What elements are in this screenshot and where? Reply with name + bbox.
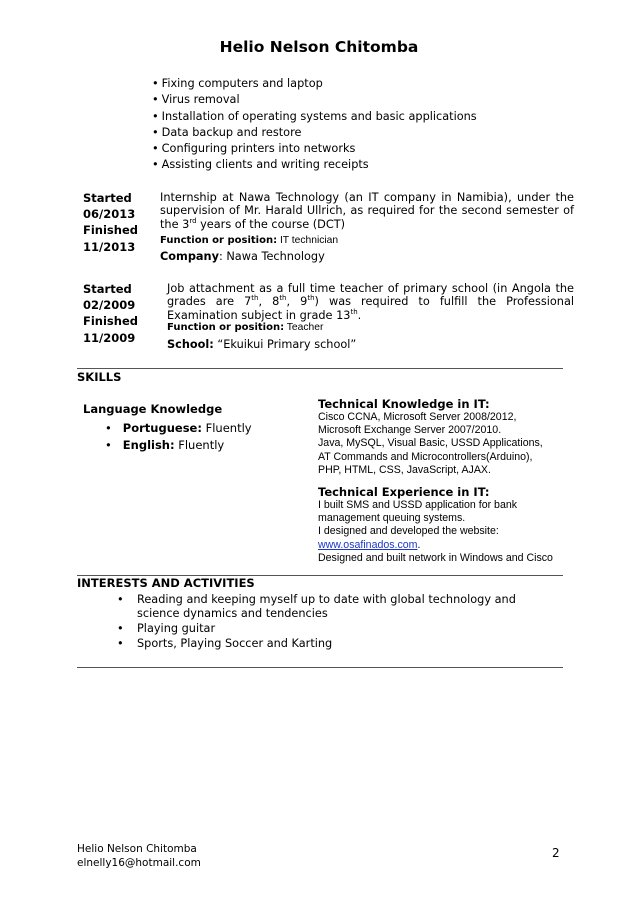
started-label: Started	[83, 282, 132, 296]
started-label: Started	[83, 191, 132, 205]
started-date: 02/2009	[83, 298, 136, 313]
entry-dates	[83, 281, 138, 346]
finished-label: Finished	[83, 223, 138, 238]
entry-company: Company: Nawa Technology	[160, 249, 325, 263]
duties-list	[152, 76, 477, 174]
technical-list: Cisco CCNA, Microsoft Server 2008/2012, Microsoft Exchange Server 2007/2010. Java, MySQL, Visual Basic, USSD Applications, AT Commands and Microcontrollers(Arduino), PHP, HTML, CSS, JavaScript, AJAX.	[318, 411, 543, 476]
list-item: • Portuguese: Fluently	[105, 420, 252, 437]
footer-email: elnelly16@hotmail.com	[77, 856, 201, 869]
divider	[77, 368, 563, 369]
list-item: • Configuring printers into networks	[152, 141, 477, 157]
entry-description: Internship at Nawa Technology (an IT company in Namibia), under the supervision of Mr. Harald Ullrich, as required for the second semester of the 3rd years of the course (DCT)	[160, 191, 574, 231]
website-link[interactable]: www.osafinados.com	[318, 538, 418, 551]
page-number: 2	[552, 846, 560, 860]
skills-heading: SKILLS	[77, 370, 122, 384]
finished-date: 11/2009	[83, 330, 136, 345]
entry-function: Function or position: IT technician	[160, 234, 339, 246]
entry-function: Function or position: Teacher	[167, 321, 324, 333]
interests-heading: INTERESTS AND ACTIVITIES	[77, 576, 255, 590]
language-knowledge	[83, 402, 252, 453]
interests-list	[117, 593, 557, 652]
language-heading: Language Knowledge	[83, 402, 223, 416]
list-item: • Assisting clients and writing receipts	[152, 157, 477, 173]
experience-text: I built SMS and USSD application for bank management queuing systems. I designed and developed the website: www.osafinados.com. Designed and built network in Windows and Cisco	[318, 499, 553, 564]
footer-name: Helio Nelson Chitomba	[77, 843, 197, 855]
finished-label: Finished	[83, 314, 138, 329]
divider	[77, 667, 563, 668]
list-item: • Sports, Playing Soccer and Karting	[117, 637, 557, 651]
technical-knowledge	[318, 398, 568, 477]
list-item: • Playing guitar	[117, 622, 557, 636]
entry-description: Job attachment as a full time teacher of primary school (in Angola the grades are 7th, 8th, 9th) was required to fulfill the Professional Examination subject in grade 13th.	[167, 282, 574, 322]
list-item: • Data backup and restore	[152, 125, 477, 141]
page-title: Helio Nelson Chitomba	[219, 38, 419, 56]
entry-details	[167, 282, 574, 351]
finished-date: 11/2013	[83, 239, 136, 254]
list-item: • Reading and keeping myself up to date with global technology and science dynamics and tendencies	[117, 593, 557, 620]
language-list	[83, 420, 252, 453]
started-date: 06/2013	[83, 207, 136, 222]
entry-school: School: “Ekuikui Primary school”	[167, 337, 357, 351]
footer	[77, 843, 201, 870]
technical-heading: Technical Knowledge in IT:	[318, 397, 490, 411]
list-item: • Installation of operating systems and basic applications	[152, 109, 477, 125]
experience-heading: Technical Experience in IT:	[318, 485, 490, 499]
entry-dates	[83, 190, 138, 255]
list-item: • Fixing computers and laptop	[152, 76, 477, 92]
list-item: • English: Fluently	[105, 437, 252, 454]
entry-details	[160, 191, 574, 263]
technical-experience	[318, 486, 568, 565]
list-item: • Virus removal	[152, 92, 477, 108]
